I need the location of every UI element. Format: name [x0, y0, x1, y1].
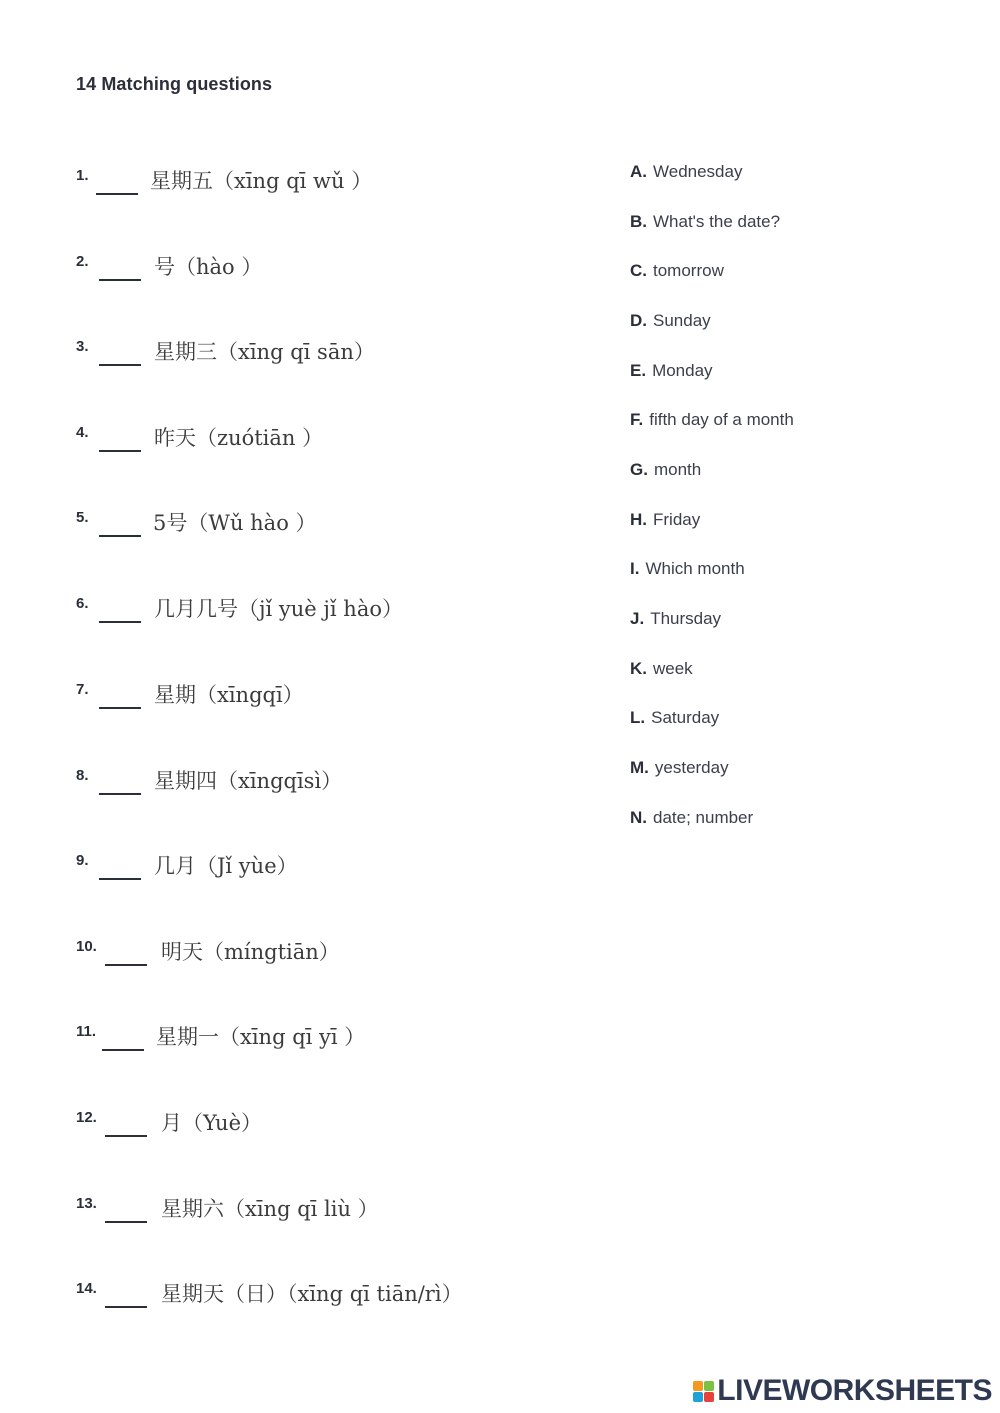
question-number: 13.: [76, 1195, 97, 1212]
option-item: [630, 311, 711, 331]
option-item: [630, 162, 742, 182]
question-number: 4.: [76, 424, 89, 441]
option-item: [630, 559, 745, 579]
question-term: 月（Yuè）: [161, 1111, 262, 1135]
option-item: [630, 261, 724, 281]
question-term: 星期一（xīng qī yī ）: [156, 1025, 366, 1049]
logo-square-orange: [693, 1381, 703, 1391]
answer-input[interactable]: [105, 1197, 147, 1223]
option-letter: C.: [630, 261, 647, 280]
option-item: [630, 410, 794, 430]
option-item: [630, 361, 713, 381]
option-text: Monday: [652, 361, 713, 380]
option-text: fifth day of a month: [649, 410, 794, 429]
question-number: 10.: [76, 938, 97, 955]
worksheet-title: 14 Matching questions: [76, 74, 273, 94]
question-term: 昨天（zuótiān ）: [154, 426, 324, 450]
option-text: Saturday: [651, 708, 720, 727]
answer-input[interactable]: [102, 1025, 144, 1051]
option-text: What's the date?: [653, 212, 781, 231]
question-number: 7.: [76, 681, 89, 698]
question-number: 2.: [76, 253, 89, 270]
question-number: 12.: [76, 1109, 97, 1126]
question-term: 星期三（xīng qī sān）: [154, 340, 375, 364]
answer-input[interactable]: [105, 940, 147, 966]
option-item: [630, 758, 729, 778]
question-term: 几月（Jǐ yùe）: [154, 854, 298, 878]
answer-input[interactable]: [99, 683, 141, 709]
option-letter: H.: [630, 510, 647, 529]
option-text: Thursday: [650, 609, 722, 628]
logo-mark-icon: [693, 1381, 714, 1402]
question-term: 星期（xīngqī）: [154, 683, 304, 707]
question-term: 星期六（xīng qī liù ）: [161, 1197, 379, 1221]
option-letter: E.: [630, 361, 647, 380]
question-number: 1.: [76, 167, 89, 184]
option-letter: M.: [630, 758, 649, 777]
answer-input[interactable]: [99, 426, 141, 452]
answer-input[interactable]: [99, 255, 141, 281]
option-item: [630, 708, 719, 728]
option-text: month: [653, 460, 702, 479]
liveworksheets-logo: [693, 1375, 992, 1407]
answer-input[interactable]: [99, 597, 141, 623]
question-number: 9.: [76, 852, 89, 869]
option-item: [630, 609, 721, 629]
option-letter: A.: [630, 162, 647, 181]
question-term: 星期天（日）（xīng qī tiān/rì）: [161, 1282, 463, 1306]
answer-input[interactable]: [99, 340, 141, 366]
question-number: 6.: [76, 595, 89, 612]
option-item: [630, 659, 693, 679]
logo-square-blue: [693, 1392, 703, 1402]
answer-input[interactable]: [96, 169, 138, 195]
option-letter: F.: [630, 410, 644, 429]
option-item: [630, 460, 701, 480]
question-term: 5号（Wǔ hào ）: [153, 511, 317, 535]
answer-input[interactable]: [99, 854, 141, 880]
question-number: 11.: [76, 1023, 97, 1040]
option-text: yesterday: [654, 758, 729, 777]
option-letter: B.: [630, 212, 647, 231]
answer-input[interactable]: [105, 1282, 147, 1308]
option-text: Sunday: [653, 311, 711, 330]
option-letter: D.: [630, 311, 647, 330]
option-item: [630, 808, 753, 828]
option-text: week: [653, 659, 693, 678]
question-term: 几月几号（jǐ yuè jǐ hào）: [154, 597, 403, 621]
question-term: 明天（míngtiān）: [161, 940, 340, 964]
answer-input[interactable]: [99, 511, 141, 537]
option-letter: I.: [630, 559, 640, 578]
logo-square-red: [704, 1392, 714, 1402]
option-text: tomorrow: [653, 261, 724, 280]
option-letter: N.: [630, 808, 647, 827]
option-text: Friday: [653, 510, 701, 529]
question-number: 8.: [76, 767, 89, 784]
question-number: 3.: [76, 338, 89, 355]
option-text: Wednesday: [653, 162, 743, 181]
question-term: 星期五（xīng qī wǔ ）: [150, 169, 373, 193]
answer-input[interactable]: [99, 769, 141, 795]
option-letter: G.: [630, 460, 648, 479]
question-term: 星期四（xīngqīsì）: [154, 769, 343, 793]
option-text: date; number: [653, 808, 754, 827]
question-number: 5.: [76, 509, 89, 526]
option-item: [630, 212, 780, 232]
option-letter: L.: [630, 708, 646, 727]
logo-square-green: [704, 1381, 714, 1391]
question-term: 号（hào ）: [154, 255, 263, 279]
option-letter: K.: [630, 659, 647, 678]
option-letter: J.: [630, 609, 645, 628]
option-item: [630, 510, 700, 530]
answer-input[interactable]: [105, 1111, 147, 1137]
option-text: Which month: [645, 559, 745, 578]
question-number: 14.: [76, 1280, 97, 1297]
logo-text: LIVEWORKSHEETS: [717, 1374, 992, 1407]
